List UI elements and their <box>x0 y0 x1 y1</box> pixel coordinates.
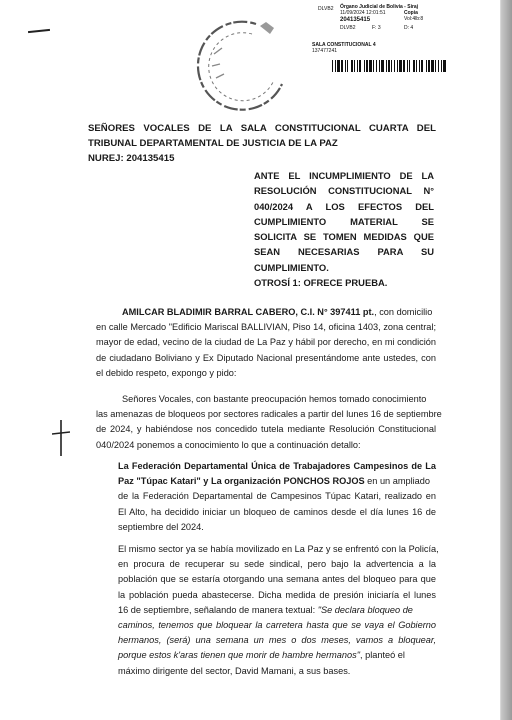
margin-pen-mark <box>52 420 70 456</box>
sticker-line3: DLVB2 <box>340 25 356 31</box>
barcode-bar <box>399 60 402 72</box>
paragraph-text: Señores Vocales, con bastante preocupación hemos tomado conocimiento <box>122 394 427 404</box>
sticker-barcode <box>332 60 448 72</box>
summary-line: RESOLUCIÓN CONSTITUCIONAL N° <box>254 185 434 197</box>
barcode-bar <box>386 60 387 72</box>
barcode-bar <box>403 60 405 72</box>
barcode-bar <box>421 60 423 72</box>
paragraph-text: 16 de septiembre, señalando de manera textual: <box>118 604 318 615</box>
barcode-bar <box>397 60 398 72</box>
quote-text: porque estos k'aras tienen que morir de hambre hermanos" <box>118 650 360 661</box>
barcode-bar <box>357 60 358 72</box>
summary-line: SEAN NECESARIAS PARA SU <box>254 246 434 258</box>
paragraph-text: de la Federación Departamental de Campesinos Túpac Katari, realizado en <box>118 491 436 502</box>
pen-dash-mark <box>28 29 50 33</box>
sticker-copy-label: Copia <box>404 10 418 16</box>
paragraph-text: en un ampliado <box>364 476 431 487</box>
paragraph-text: las amenazas de bloqueos por sectores radicales a partir del lunes 16 de septiembre <box>96 409 442 420</box>
paragraph-text: El mismo sector ya se había movilizado en La Paz y se enfrentó con la Policía, <box>118 544 439 554</box>
federation-paragraph <box>118 459 436 535</box>
petitioner-name: AMILCAR BLADIMIR BARRAL CABERO, C.I. N° 397411 pt. <box>122 307 375 317</box>
sticker-datetime: 11/09/2024 12:01:51 <box>340 10 386 16</box>
quote-text: caminos, tenemos que bloquear la carretera hasta que se vaya el Gobierno <box>118 620 436 631</box>
paragraph-text: , planteó el <box>359 650 405 661</box>
sticker-number: 137477241 <box>312 48 338 54</box>
addressee-line-1: SEÑORES VOCALES DE LA SALA CONSTITUCIONAL CUARTA DEL <box>88 123 436 134</box>
barcode-bar <box>379 60 380 72</box>
barcode-bar <box>428 60 430 72</box>
barcode-bar <box>381 60 384 72</box>
barcode-bar <box>394 60 395 72</box>
summary-line: CUMPLIMIENTO MATERIAL SE <box>254 215 434 227</box>
barcode-bar <box>369 60 372 72</box>
intro-text: mayor de edad, vecino de la ciudad de La Paz y hábil por derecho, en mi condición <box>96 337 436 348</box>
barcode-bar <box>413 60 415 72</box>
sticker-nurej: 204135415 <box>340 17 371 23</box>
barcode-bar <box>407 60 408 72</box>
sticker-f: F: 3 <box>372 25 381 31</box>
barcode-bar <box>409 60 410 72</box>
paragraph-text-bold: Paz "Túpac Katari" y La organización PONCHOS ROJOS <box>118 476 365 487</box>
summary-line: ANTE EL INCUMPLIMIENTO DE LA <box>254 170 434 181</box>
barcode-bar <box>373 60 374 72</box>
sticker-code: DLVB2 <box>318 6 334 12</box>
paragraph-text: El Alto, ha decidido iniciar un bloqueo de caminos desde el día lunes 16 de <box>118 506 436 517</box>
sticker-d: D: 4 <box>404 25 414 31</box>
barcode-bar <box>419 60 420 72</box>
sticker-institution: Órgano Judicial de Bolivia - Siraj <box>340 4 419 10</box>
barcode-bar <box>443 60 446 72</box>
barcode-bar <box>337 60 340 72</box>
scan-edge-shadow <box>501 0 512 720</box>
barcode-bar <box>347 60 348 72</box>
barcode-bar <box>376 60 377 72</box>
barcode-bar <box>359 60 361 72</box>
barcode-bar <box>354 60 355 72</box>
intro-text: de ciudadano Boliviano y Ex Diputado Nacional presentándome ante ustedes, con <box>96 352 436 363</box>
barcode-bar <box>416 60 417 72</box>
nurej-line: NUREJ: 204135415 <box>88 153 175 164</box>
paragraph-text: máximo dirigente del sector, David Mamani, a sus bases. <box>118 665 351 676</box>
barcode-bar <box>366 60 368 72</box>
sticker-vol: Vol:4lb:8 <box>404 16 424 22</box>
barcode-bar <box>388 60 390 72</box>
intro-text: el debido respeto, expongo y pido: <box>96 367 237 378</box>
summary-line: CUMPLIMIENTO. <box>254 261 329 273</box>
summary-block <box>254 168 434 290</box>
quote-text: hermanos, (será) una semana un mes o dos meses, vamos a bloquear, <box>118 635 436 646</box>
barcode-bar <box>345 60 346 72</box>
barcode-bar <box>351 60 353 72</box>
barcode-bar <box>426 60 427 72</box>
paragraph-text: la población pueda abastecerse. Dicha medida de presión iniciaría el lunes <box>118 589 436 600</box>
addressee-line-2: TRIBUNAL DEPARTAMENTAL DE JUSTICIA DE LA PAZ <box>88 138 338 149</box>
intro-text: , con domicilio <box>374 307 433 317</box>
concern-paragraph <box>96 392 442 453</box>
barcode-bar <box>335 60 336 72</box>
sticker-sala: SALA CONSTITUCIONAL 4 <box>312 42 376 48</box>
barcode-bar <box>438 60 439 72</box>
paragraph-text-bold: La Federación Departamental Única de Trabajadores Campesinos de La <box>118 461 436 471</box>
summary-line: 040/2024 A LOS EFECTOS DEL <box>254 200 434 212</box>
addressee-block <box>88 121 436 166</box>
paragraph-text: población que se estaría otorgando una semana antes del bloqueo para que <box>118 574 436 585</box>
barcode-bar <box>435 60 436 72</box>
intro-paragraph <box>96 305 436 381</box>
barcode-bar <box>391 60 392 72</box>
paragraph-text: septiembre del 2024. <box>118 521 204 532</box>
intro-text: en calle Mercado "Edificio Mariscal BALLIVIAN, Piso 14, oficina 1403, zona central; <box>96 322 436 333</box>
mobilization-paragraph <box>118 542 439 679</box>
court-stamp <box>196 14 296 114</box>
barcode-bar <box>441 60 442 72</box>
paragraph-text: 040/2024 ponemos a conocimiento lo que a continuación detallo: <box>96 439 361 450</box>
quote-text: "Se declara bloqueo de <box>317 604 413 615</box>
paragraph-text: en procura de recuperar su sede sindical, pero bajo la advertencia a la <box>118 559 436 570</box>
otrosi-line: OTROSÍ 1: OFRECE PRUEBA. <box>254 277 388 289</box>
summary-line: SOLICITA SE TOMEN MEDIDAS QUE <box>254 231 434 243</box>
paragraph-text: de 2024, y habiéndose nos concedido tutela mediante Resolución Constitucional <box>96 424 436 435</box>
barcode-bar <box>431 60 434 72</box>
barcode-bar <box>364 60 365 72</box>
barcode-bar <box>341 60 343 72</box>
barcode-bar <box>332 60 333 72</box>
